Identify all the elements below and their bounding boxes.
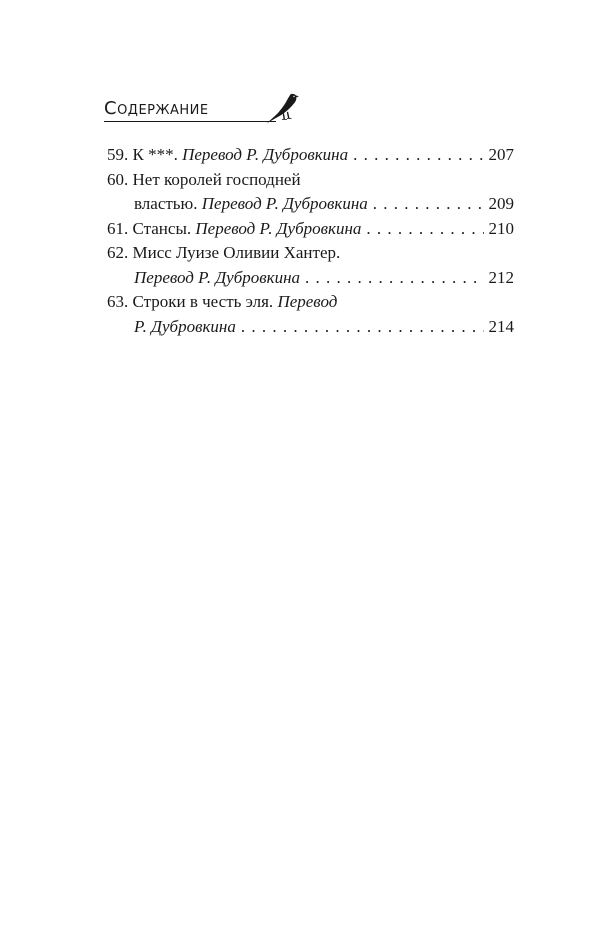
entry-translator: Перевод Р. Дубровкина	[134, 267, 301, 287]
entry-title-continued: властью.	[134, 194, 198, 213]
toc-entry-61[interactable]	[107, 217, 514, 242]
dot-leader	[366, 217, 483, 242]
entry-title: Стансы.	[132, 218, 192, 238]
entry-number: 63.	[107, 292, 129, 311]
raven-icon	[264, 90, 304, 126]
table-of-contents	[107, 143, 514, 339]
entry-title: Нет королей господней	[132, 169, 301, 189]
entry-number: 60.	[107, 169, 129, 189]
page-title: Содержание	[104, 98, 209, 119]
entry-title: Строки в честь эля.	[132, 292, 274, 311]
entry-translator: Перевод Р. Дубровкина	[195, 218, 362, 238]
toc-line	[107, 143, 514, 168]
toc-entry-60[interactable]	[107, 168, 514, 217]
toc-line	[107, 168, 514, 193]
entry-translator: Перевод Р. Дубровкина	[182, 145, 349, 164]
entry-page: 210	[488, 218, 514, 238]
entry-page: 212	[488, 267, 514, 287]
entry-number: 61.	[107, 218, 129, 238]
entry-title: Мисс Луизе Оливии Хантер.	[132, 243, 341, 262]
entry-page: 209	[488, 194, 514, 213]
entry-translator: Перевод Р. Дубровкина	[201, 194, 368, 213]
entry-page: 207	[488, 145, 514, 164]
entry-number: 62.	[107, 243, 129, 262]
entry-title: К ***.	[132, 145, 178, 164]
dot-leader	[305, 266, 483, 291]
entry-translator: Перевод	[277, 292, 338, 311]
toc-line	[107, 217, 514, 242]
header-rule	[104, 121, 276, 122]
toc-line	[107, 266, 514, 291]
toc-entry-62[interactable]	[107, 241, 514, 290]
toc-line	[107, 241, 514, 266]
toc-entry-63[interactable]	[107, 290, 514, 339]
toc-line	[107, 290, 514, 315]
page-header	[104, 90, 514, 130]
toc-entry-59[interactable]	[107, 143, 514, 168]
entry-page: 214	[488, 316, 514, 336]
entry-translator-continued: Р. Дубровкина	[134, 316, 236, 336]
dot-leader	[241, 315, 484, 340]
dot-leader	[373, 192, 484, 217]
toc-line	[107, 192, 514, 217]
dot-leader	[353, 143, 483, 168]
toc-line	[107, 315, 514, 340]
entry-number: 59.	[107, 145, 129, 164]
